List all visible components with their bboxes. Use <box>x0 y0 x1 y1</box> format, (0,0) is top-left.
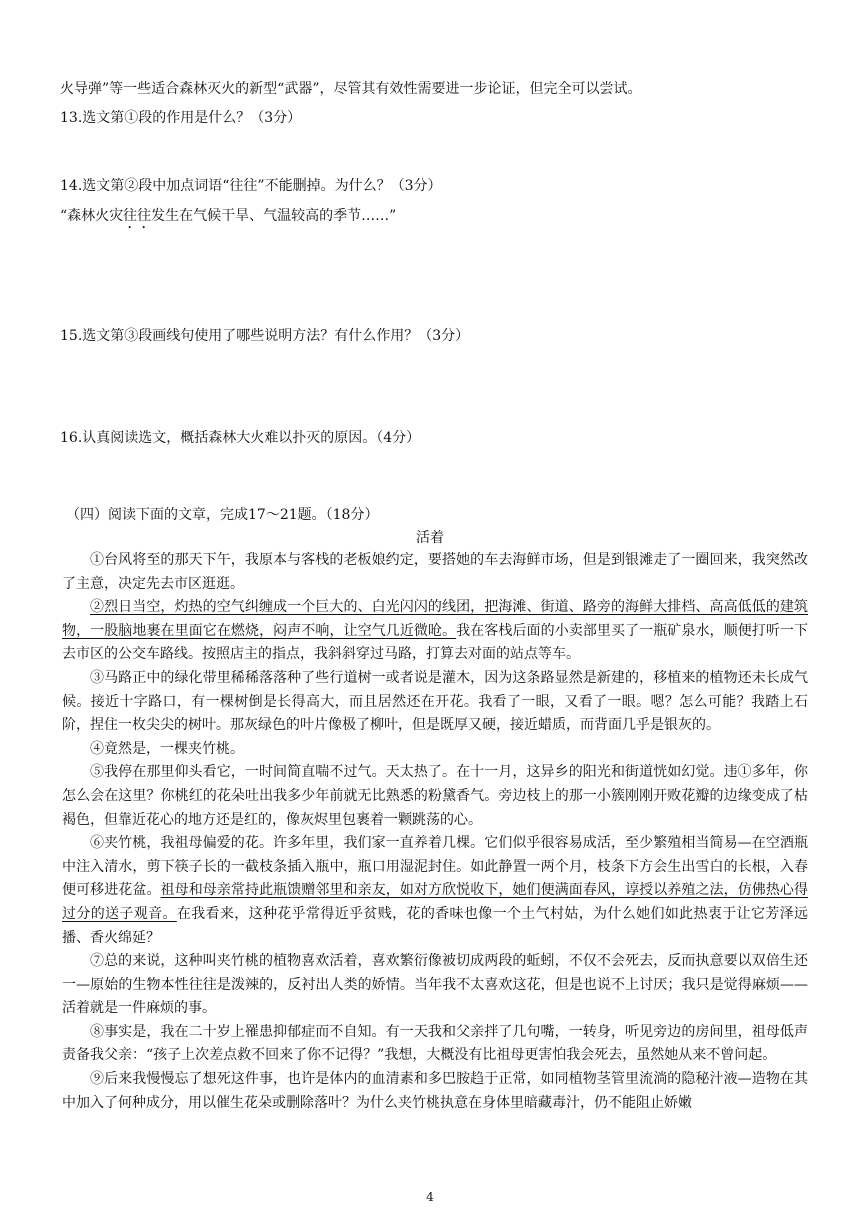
paragraph-8: ⑧事实是，我在二十岁上罹患抑郁症而不自知。有一天我和父亲拌了几句嘴，一转身，听见旁边的房间里，祖母低声责备我父亲：“孩子上次差点救不回来了你不记得？”我想，大概没有比祖母更害怕我会死去，虽然她从来不曾问起。 <box>62 1023 808 1064</box>
paragraph-6-after: 在我看来，这种花乎常得近乎贫贱，花的香味也像一个土气村姑，为什么她们如此热衷于让它芳泽远播、香火绵延？ <box>62 905 809 946</box>
article-body <box>62 549 808 1115</box>
paragraph-6 <box>62 832 808 950</box>
question-14: 14.选文第②段中加点词语“往往”不能删掉。为什么？（3分） <box>60 178 442 194</box>
paragraph-2-rest: 我在客栈后面的小卖部里买了一瓶矿泉水，顺便打听一下去市区的公交车路线。按照店主的指点，我斜斜穿过马路，打算去对面的站点等车。 <box>62 622 809 663</box>
question-15: 15.选文第③段画线句使用了哪些说明方法？有什么作用？（3分） <box>60 328 470 344</box>
dotted-word: 往往 <box>123 208 152 224</box>
paragraph-7: ⑦总的来说，这种叫夹竹桃的植物喜欢活着，喜欢繁衍像被切成两段的蚯蚓，不仅不会死去，反而执意要以双倍生还一—原始的生物本性往往是泼辣的，反衬出人类的娇情。当年我不太喜欢这花，但是也说不上讨厌；我只是觉得麻烦——活着就是一件麻烦的事。 <box>62 953 808 1017</box>
paragraph-5: ⑤我停在那里仰头看它，一时间简直喘不过气。天太热了。在十一月，这异乡的阳光和街道恍如幻觉。违①多年，你怎么会在这里？你桃红的花朵吐出我多少年前就无比熟悉的粉黛香气。旁边枝上的那一小簇刚刚开败花瓣的边缘变成了枯褐色，但靠近花心的地方还是红的，像灰烬里包裹着一颗跳荡的心。 <box>62 764 808 828</box>
page-number: 4 <box>426 1190 434 1204</box>
paragraph-6-before: ⑥夹竹桃，我祖母偏爱的花。许多年里，我们家一直养着几棵。它们似乎很容易成活，至少繁殖相当简易—在空酒瓶中注入清水，剪下筷子长的一截枝条插入瓶中，瓶口用湿泥封住。如此静置一两个月，枝条下方会生出雪白的长根，入春便可移进花盆。 <box>62 835 808 899</box>
question-16: 16.认真阅读选文，概括森林大火难以扑灭的原因。（4分） <box>60 430 421 446</box>
paragraph-2-underlined: ②烈日当空，灼热的空气纠缠成一个巨大的、白光闪闪的线团，把海滩、街道、路旁的海鲜大排档、高高低低的建筑物，一股脑地裹在里面它在燃烧，闷声不响，让空气几近微呛。 <box>62 599 808 639</box>
paragraph-1: ①台风将至的那天下午，我原本与客栈的老板娘约定，要搭她的车去海鲜市场，但是到银滩走了一圈回来，我突然改了主意，决定先去市区逛逛。 <box>62 552 808 592</box>
quote-before: “森林火灾 <box>60 208 124 224</box>
article-title: 活着 <box>416 530 444 546</box>
top-line: 火导弹”等一些适合森林灭火的新型“武器”，尽管其有效性需要进一步论证，但完全可以尝试。 <box>60 81 642 97</box>
paragraph-6-underlined: 祖母和母亲常持此瓶馈赠邻里和亲友，如对方欣悦收下，她们便满面春风，谆授以养殖之法，仿佛热心得过分的送子观音。 <box>62 882 809 922</box>
section-4-heading: （四）阅读下面的文章，完成17～21题。（18分） <box>66 507 379 523</box>
question-13: 13.选文第①段的作用是什么？（3分） <box>60 110 302 126</box>
quote-after: 发生在气候干旱、气温较高的季节……” <box>151 208 397 224</box>
question-14-quote <box>60 206 396 232</box>
paragraph-2 <box>62 596 808 667</box>
paragraph-4: ④竟然是，一棵夹竹桃。 <box>90 740 244 757</box>
paragraph-9: ⑨后来我慢慢忘了想死这件事，也许是体内的血清素和多巴胺趋于正常，如同植物茎管里流淌的隐秘汁液—造物在其中加入了何种成分，用以催生花朵或删除落叶？为什么夹竹桃执意在身体里暗藏毒汁，仍不能阻止娇嫩 <box>62 1071 808 1111</box>
paragraph-3: ③马路正中的绿化带里稀稀落落种了些行道树一或者说是灌木，因为这条路显然是新建的，移植来的植物还未长成气候。接近十字路口，有一棵树倒是长得高大，而且居然还在开花。我看了一眼，又看了一眼。嗯？怎么可能？我踏上石阶，捏住一枚尖尖的树叶。那灰绿色的叶片像极了柳叶，但是既厚又硬，接近蜡质，而背面几乎是银灰的。 <box>62 669 808 734</box>
